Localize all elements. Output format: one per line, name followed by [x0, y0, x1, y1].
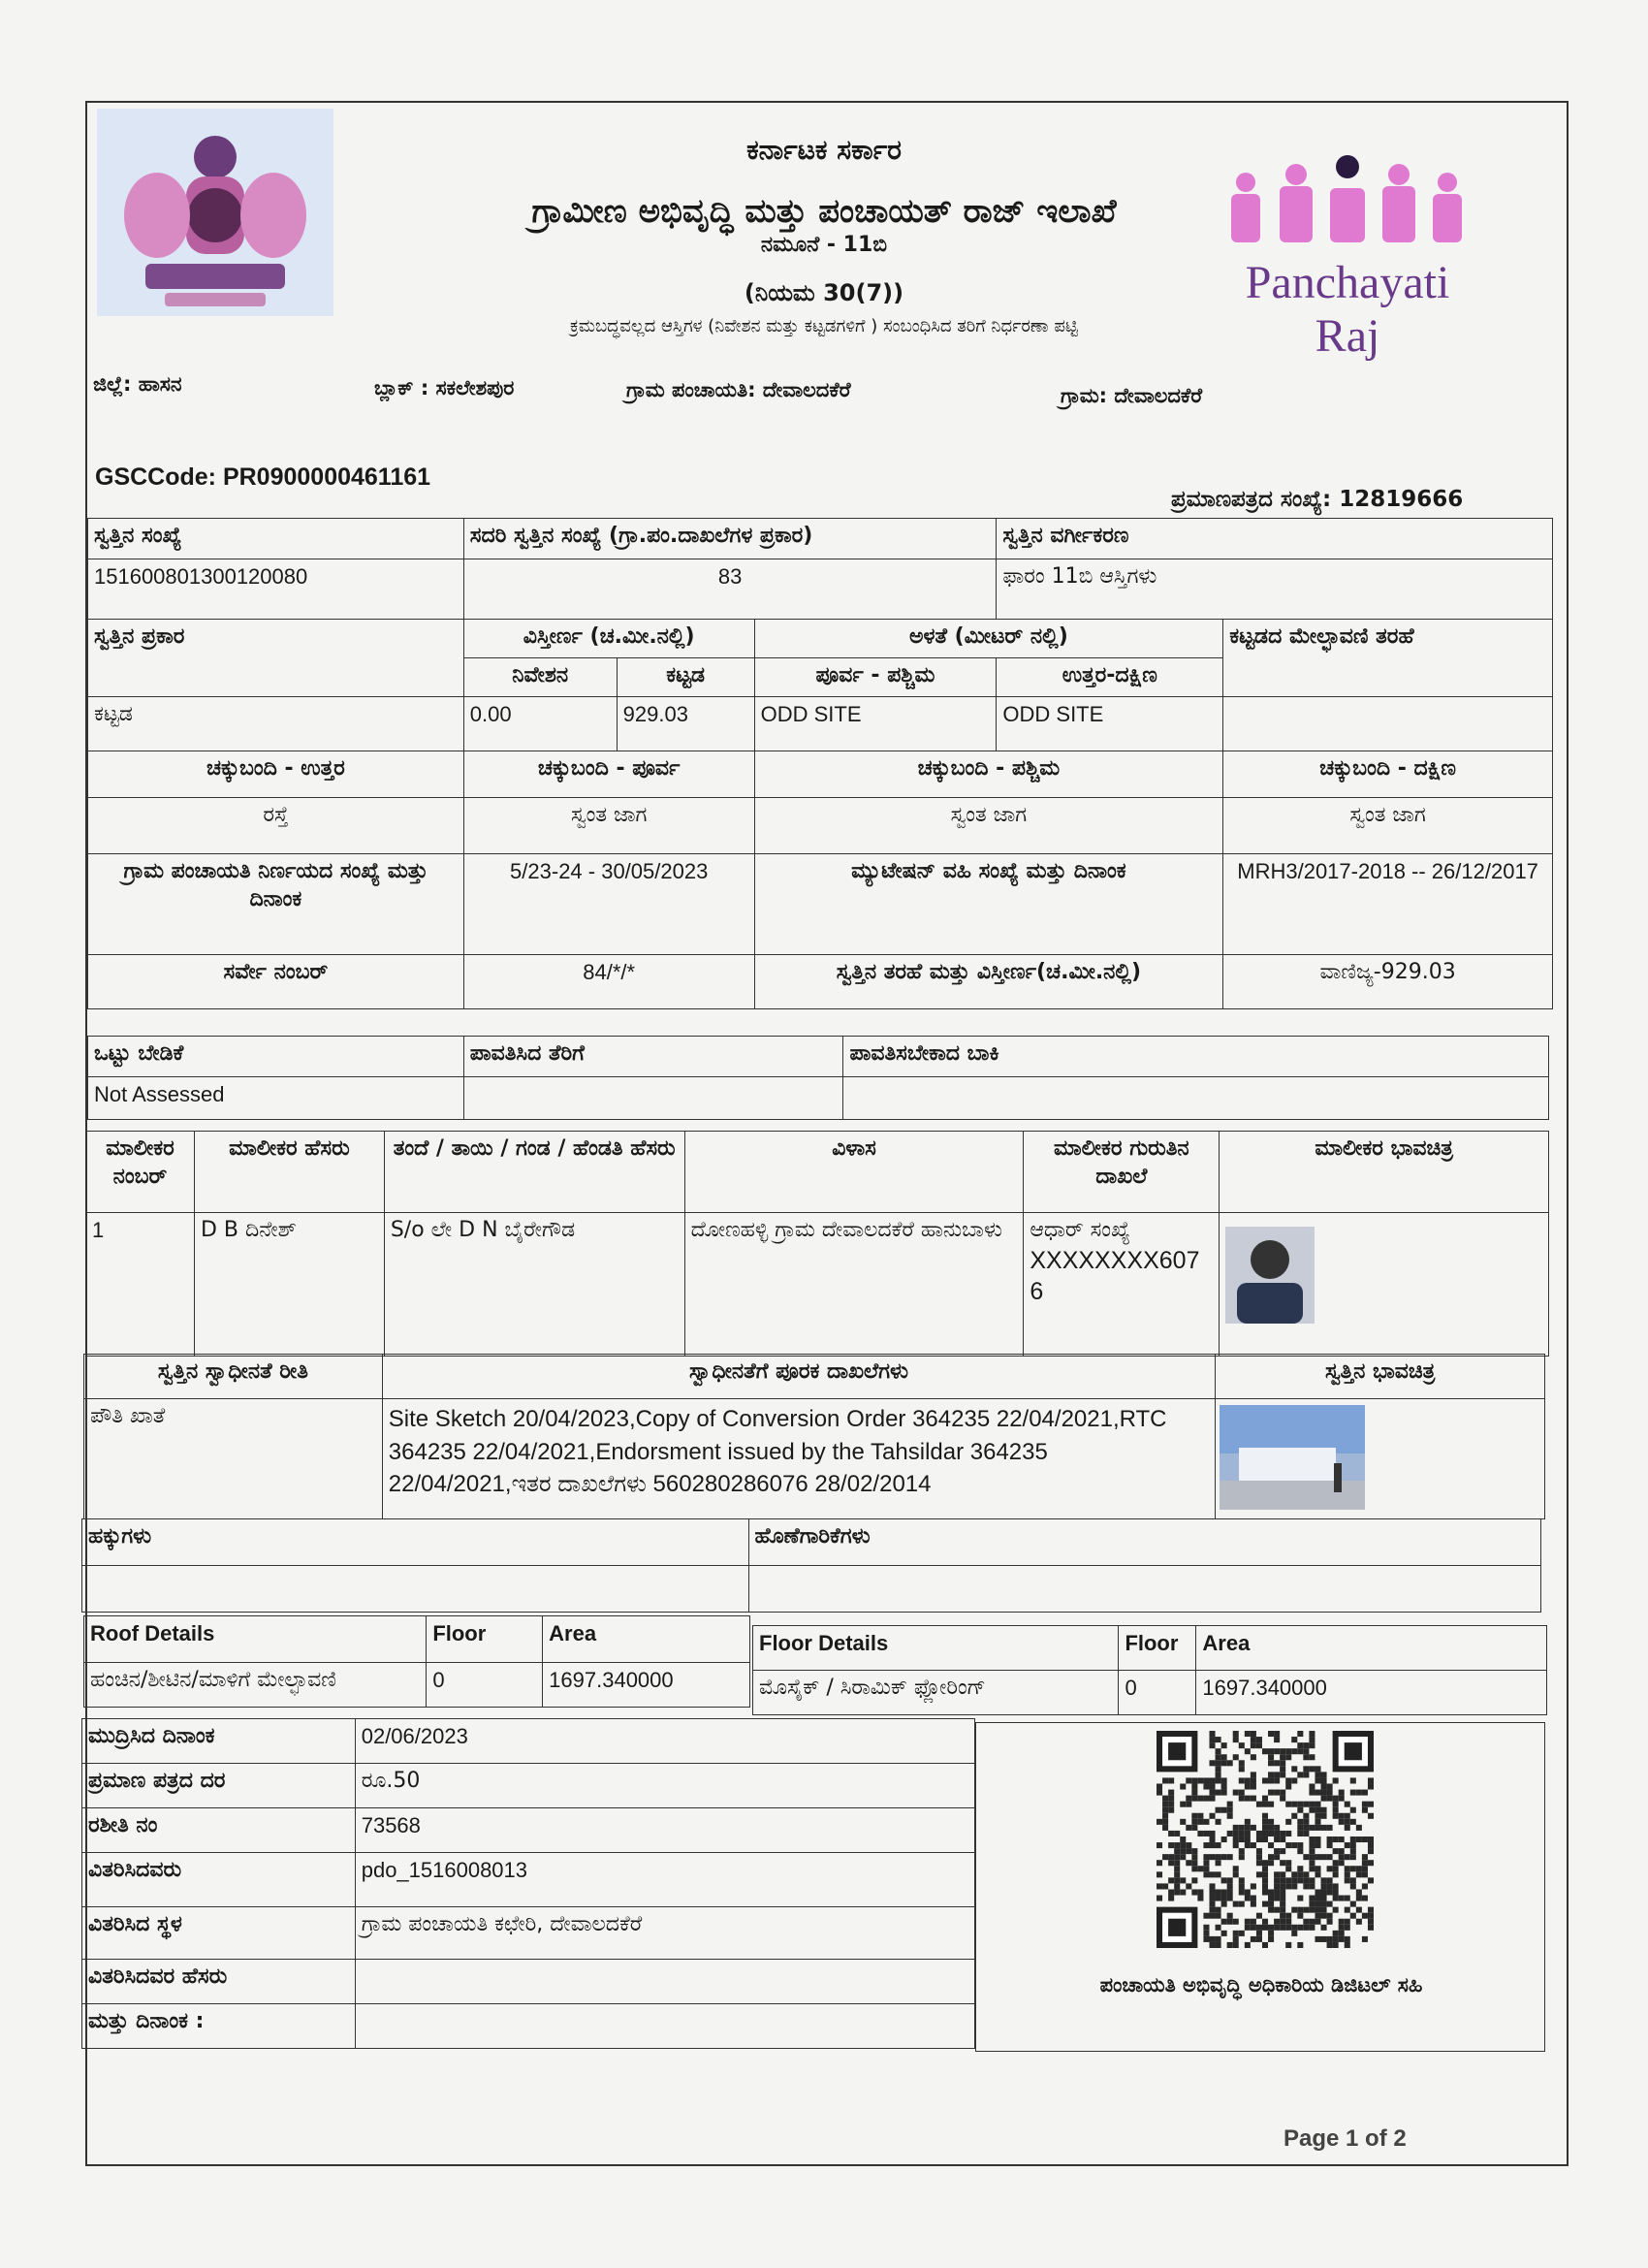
owner-id-header: ಮಾಲೀಕರ ಗುರುತಿನ ದಾಖಲೆ — [1024, 1132, 1220, 1213]
document-subtitle: ಕ್ರಮಬದ್ಧವಲ್ಲದ ಆಸ್ತಿಗಳ (ನಿವೇಶನ ಮತ್ತು ಕಟ್ಟಡಗಳಿಗೆ ) ಸಂಬಂಧಿಸಿದ ತರಿಗೆ ನಿರ್ಧರಣಾ ಪಟ್ಟಿ — [570, 316, 1078, 336]
site-area-value: 0.00 — [463, 697, 617, 751]
owner-no: 1 — [86, 1213, 195, 1357]
fee-label: ಪ್ರಮಾಣ ಪತ್ರದ ದರ — [82, 1764, 356, 1808]
roof-table — [83, 1615, 750, 1708]
area-label: ವಿಸ್ತೀರ್ಣ (ಚ.ಮೀ.ನಲ್ಲಿ) — [463, 620, 754, 658]
page-indicator: Page 1 of 2 — [1284, 2125, 1407, 2152]
rights-table — [81, 1518, 1541, 1613]
property-type-value: ಕಟ್ಟಡ — [88, 697, 464, 751]
roof-type: ಹಂಚಿನ/ಶೀಟಿನ/ಮಾಳಿಗೆ ಮೇಲ್ಛಾವಣಿ — [84, 1663, 427, 1708]
property-class-value: ಫಾರಂ 11ಬಿ ಆಸ್ತಿಗಳು — [997, 559, 1553, 620]
balance-label: ಪಾವತಿಸಬೇಕಾದ ಬಾಕಿ — [843, 1037, 1549, 1077]
owner-name: D B ದಿನೇಶ್ — [194, 1213, 384, 1357]
floor-number-header: Floor — [1119, 1626, 1196, 1671]
ownership-mode-header: ಸ್ವತ್ತಿನ ಸ್ವಾಧೀನತೆ ರೀತಿ — [84, 1355, 383, 1399]
issuer-label: ವಿತರಿಸಿದವರು — [82, 1853, 356, 1907]
roof-type-value — [1223, 697, 1553, 751]
issuer-name-value — [355, 1960, 974, 2004]
boundary-south-value: ಸ್ವಂತ ಜಾಗ — [1223, 798, 1553, 854]
building-label: ಕಟ್ಟಡ — [617, 658, 754, 697]
roof-floor: 0 — [427, 1663, 543, 1708]
village: ಗ್ರಾಮ: ದೇವಾಲದಕೆರೆ — [1061, 384, 1203, 407]
property-nature-label: ಸ್ವತ್ತಿನ ತರಹೆ ಮತ್ತು ವಿಸ್ತೀರ್ಣ(ಚ.ಮೀ.ನಲ್ಲಿ) — [754, 955, 1223, 1009]
qr-code-icon — [1157, 1731, 1374, 1948]
supporting-docs-header: ಸ್ವಾಧೀನತೆಗೆ ಪೂರಕ ದಾಖಲೆಗಳು — [382, 1355, 1215, 1399]
issue-place-label: ವಿತರಿಸಿದ ಸ್ಥಳ — [82, 1907, 356, 1960]
owner-relation-header: ತಂದೆ / ತಾಯಿ / ಗಂಡ / ಹೆಂಡತಿ ಹೆಸರು — [384, 1132, 684, 1213]
dept-title: ಗ್ರಾಮೀಣ ಅಭಿವೃದ್ಧಿ ಮತ್ತು ಪಂಚಾಯತ್ ರಾಜ್ ಇಲಾಖೆ — [531, 192, 1117, 231]
tax-table — [87, 1036, 1549, 1120]
roof-floor-header: Floor — [427, 1616, 543, 1663]
roof-type-label: ಕಟ್ಟಡದ ಮೇಲ್ಛಾವಣಿ ತರಹೆ — [1223, 620, 1553, 697]
floor-type: ಮೊಸೈಕ್ / ಸಿರಾಮಿಕ್ ಫ್ಲೋರಿಂಗ್ — [753, 1671, 1119, 1715]
printed-date-label: ಮುದ್ರಿಸಿದ ದಿನಾಂಕ — [82, 1719, 356, 1764]
property-nature-value: ವಾಣಿಜ್ಯ-929.03 — [1223, 955, 1553, 1009]
boundary-west-label: ಚಕ್ಕುಬಂದಿ - ಪಶ್ಚಿಮ — [754, 751, 1223, 798]
roof-area: 1697.340000 — [543, 1663, 750, 1708]
ownership-mode: ಪೌತಿ ಖಾತೆ — [84, 1399, 383, 1519]
certificate-number: ಪ್ರಮಾಣಪತ್ರದ ಸಂಖ್ಯೆ: 12819666 — [1171, 487, 1464, 512]
north-south-label: ಉತ್ತರ-ದಕ್ಷಿಣ — [997, 658, 1223, 697]
owner-id-value: XXXXXXXX6076 — [1030, 1246, 1200, 1306]
east-west-label: ಪೂರ್ವ - ಪಶ್ಚಿಮ — [754, 658, 997, 697]
total-demand-value: Not Assessed — [88, 1077, 464, 1120]
property-type-label: ಸ್ವತ್ತಿನ ಪ್ರಕಾರ — [88, 620, 464, 697]
tax-paid-value — [463, 1077, 843, 1120]
survey-label: ಸರ್ವೇ ನಂಬರ್ — [88, 955, 464, 1009]
property-id-value: 151600801300120080 — [88, 559, 464, 620]
rights-value — [82, 1566, 749, 1613]
property-class-label: ಸ್ವತ್ತಿನ ವರ್ಗೀಕರಣ — [997, 519, 1553, 559]
receipt-label: ರಶೀತಿ ನಂ — [82, 1808, 356, 1853]
total-demand-label: ಒಟ್ಟು ಬೇಡಿಕೆ — [88, 1037, 464, 1077]
roof-details-header: Roof Details — [84, 1616, 427, 1663]
survey-value: 84/*/* — [463, 955, 754, 1009]
north-south-value: ODD SITE — [997, 697, 1223, 751]
boundary-east-label: ಚಕ್ಕುಬಂದಿ - ಪೂರ್ವ — [463, 751, 754, 798]
dimension-label: ಅಳತೆ (ಮೀಟರ್ ನಲ್ಲಿ) — [754, 620, 1223, 658]
owner-name-header: ಮಾಲೀಕರ ಹೆಸರು — [194, 1132, 384, 1213]
floor-table — [752, 1625, 1547, 1715]
gsc-code: GSCCode: PR0900000461161 — [95, 463, 431, 491]
karnataka-emblem-icon — [97, 109, 333, 316]
resolution-value: 5/23-24 - 30/05/2023 — [463, 854, 754, 955]
property-photo-header: ಸ್ವತ್ತಿನ ಭಾವಚಿತ್ರ — [1216, 1355, 1545, 1399]
resolution-label: ಗ್ರಾಮ ಪಂಚಾಯತಿ ನಿರ್ಣಯದ ಸಂಖ್ಯೆ ಮತ್ತು ದಿನಾಂಕ — [88, 854, 464, 955]
owner-address-header: ವಿಳಾಸ — [684, 1132, 1024, 1213]
printed-date-value: 02/06/2023 — [355, 1719, 974, 1764]
boundary-south-label: ಚಕ್ಕುಬಂದಿ - ದಕ್ಷಿಣ — [1223, 751, 1553, 798]
owner-address: ದೋಣಹಳ್ಳಿ ಗ್ರಾಮ ದೇವಾಲದಕೆರೆ ಹಾನುಬಾಳು — [684, 1213, 1024, 1357]
digital-signature-label: ಪಂಚಾಯತಿ ಅಭಿವೃದ್ಧಿ ಅಧಿಕಾರಿಯ ಡಿಜಿಟಲ್ ಸಹಿ — [1099, 1973, 1423, 1996]
roof-area-header: Area — [543, 1616, 750, 1663]
issue-place-value: ಗ್ರಾಮ ಪಂಚಾಯತಿ ಕಛೇರಿ, ದೇವಾಲದಕೆರೆ — [355, 1907, 974, 1960]
boundary-east-value: ಸ್ವಂತ ಜಾಗ — [463, 798, 754, 854]
block: ಬ್ಲಾಕ್ : ಸಕಲೇಶಪುರ — [374, 376, 515, 399]
owner-photo-icon — [1225, 1227, 1315, 1324]
boundary-north-value: ರಸ್ತೆ — [88, 798, 464, 854]
floor-number: 0 — [1119, 1671, 1196, 1715]
receipt-value: 73568 — [355, 1808, 974, 1853]
liabilities-value — [748, 1566, 1540, 1613]
owner-table — [85, 1131, 1549, 1357]
issue-date-value — [355, 2004, 974, 2049]
rights-label: ಹಕ್ಕುಗಳು — [82, 1519, 749, 1566]
liabilities-label: ಹೊಣೆಗಾರಿಕೆಗಳು — [748, 1519, 1540, 1566]
ownership-table — [83, 1354, 1545, 1519]
supporting-docs: Site Sketch 20/04/2023,Copy of Conversion Order 364235 22/04/2021,RTC 364235 22/04/2021,Endorsment issued by the Tahsildar 364235 22/04/2021,ಇತರ ದಾಖಲೆಗಳು 560280286076 28/02/2014 — [382, 1399, 1215, 1519]
logo-text: Panchayati Raj — [1245, 257, 1450, 362]
rule-number: (ನಿಯಮ 30(7)) — [744, 279, 904, 306]
boundary-north-label: ಚಕ್ಕುಬಂದಿ - ಉತ್ತರ — [88, 751, 464, 798]
owner-photo-cell — [1220, 1213, 1549, 1357]
owner-no-header: ಮಾಲೀಕರ ನಂಬರ್ — [86, 1132, 195, 1213]
issue-date-label: ಮತ್ತು ದಿನಾಂಕ : — [82, 2004, 356, 2049]
owner-id — [1024, 1213, 1220, 1357]
form-number: ನಮೂನೆ - 11ಬಿ — [760, 233, 888, 257]
property-no-label: ಸದರಿ ಸ್ವತ್ತಿನ ಸಂಖ್ಯೆ (ಗ್ರಾ.ಪಂ.ದಾಖಲೆಗಳ ಪ್ರಕಾರ) — [463, 519, 997, 559]
floor-area: 1697.340000 — [1196, 1671, 1547, 1715]
site-label: ನಿವೇಶನ — [463, 658, 617, 697]
property-table — [87, 518, 1553, 1009]
mutation-label: ಮ್ಯುಟೇಷನ್ ವಹಿ ಸಂಖ್ಯೆ ಮತ್ತು ದಿನಾಂಕ — [754, 854, 1223, 955]
owner-id-type: ಆಧಾರ್ ಸಂಖ್ಯೆ — [1030, 1218, 1130, 1242]
district: ಜಿಲ್ಲೆ: ಹಾಸನ — [93, 372, 182, 396]
property-no-value: 83 — [463, 559, 997, 620]
tax-paid-label: ಪಾವತಿಸಿದ ತೆರಿಗೆ — [463, 1037, 843, 1077]
mutation-value: MRH3/2017-2018 -- 26/12/2017 — [1223, 854, 1553, 955]
east-west-value: ODD SITE — [754, 697, 997, 751]
floor-area-header: Area — [1196, 1626, 1547, 1671]
property-photo-cell — [1216, 1399, 1545, 1519]
issue-table — [81, 1718, 975, 2049]
gram-panchayat: ಗ್ರಾಮ ಪಂಚಾಯತಿ: ದೇವಾಲದಕೆರೆ — [626, 378, 851, 401]
floor-details-header: Floor Details — [753, 1626, 1119, 1671]
issuer-value: pdo_1516008013 — [355, 1853, 974, 1907]
boundary-west-value: ಸ್ವಂತ ಜಾಗ — [754, 798, 1223, 854]
fee-value: ರೂ.50 — [355, 1764, 974, 1808]
signature-box — [975, 1722, 1545, 2052]
owner-relation: S/o ಲೇ D N ಬೈರೇಗೌಡ — [384, 1213, 684, 1357]
property-photo-icon — [1220, 1405, 1365, 1510]
balance-value — [843, 1077, 1549, 1120]
govt-title: ಕರ್ನಾಟಕ ಸರ್ಕಾರ — [746, 134, 902, 166]
property-id-label: ಸ್ವತ್ತಿನ ಸಂಖ್ಯೆ — [88, 519, 464, 559]
owner-photo-header: ಮಾಲೀಕರ ಭಾವಚಿತ್ರ — [1220, 1132, 1549, 1213]
issuer-name-label: ವಿತರಿಸಿದವರ ಹೆಸರು — [82, 1960, 356, 2004]
building-area-value: 929.03 — [617, 697, 754, 751]
